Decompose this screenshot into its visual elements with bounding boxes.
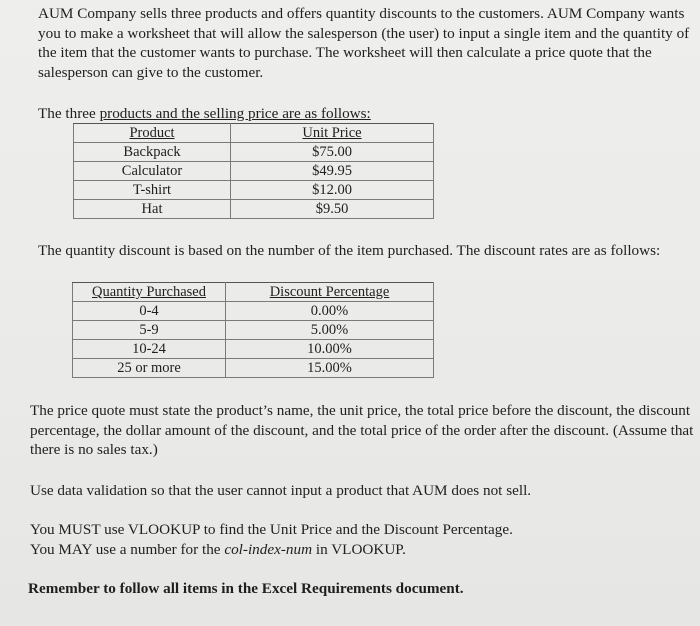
vlookup-line-2-a: You MAY use a number for the	[30, 540, 225, 558]
quantity-range-cell: 5-9	[73, 321, 226, 340]
table-header-row	[74, 124, 434, 143]
quote-requirements-paragraph: The price quote must state the product’s name, the unit price, the total price before the discount, the discount percentage, the dollar amount of the discount, and the total price of the order after the discount. (Assume that there is no sales tax.)	[30, 402, 694, 458]
table-row	[73, 359, 434, 378]
products-intro-paragraph	[38, 104, 438, 124]
col-index-num-term: col-index-num	[224, 540, 313, 558]
table-row	[73, 302, 434, 321]
discount-percentage-cell: 5.00%	[226, 321, 434, 340]
vlookup-line-2-b: in VLOOKUP.	[312, 540, 406, 558]
table-row	[73, 321, 434, 340]
header-product: Product	[74, 124, 231, 143]
table-row	[74, 200, 434, 219]
quantity-range-cell: 25 or more	[73, 359, 226, 378]
discount-percentage-cell: 10.00%	[226, 340, 434, 359]
header-quantity-purchased: Quantity Purchased	[73, 283, 226, 302]
vlookup-line-1: You MUST use VLOOKUP to find the Unit Price and the Discount Percentage.	[30, 521, 513, 538]
product-name-cell: T-shirt	[74, 181, 231, 200]
vlookup-line-2	[30, 540, 690, 560]
intro-paragraph: AUM Company sells three products and offers quantity discounts to the customers. AUM Company wants you to make a worksheet that will allow the salesperson (the user) to input a single item and the quantity of the item that the customer wants to purchase. The worksheet will then calculate a price quote that the salesperson can give to the customer.	[38, 5, 690, 81]
products-intro-text-b: products and the selling	[99, 105, 249, 122]
discount-percentage-cell: 0.00%	[226, 302, 434, 321]
table-row	[74, 162, 434, 181]
products-intro-text-a: The three	[38, 105, 100, 122]
quantity-range-cell: 0-4	[73, 302, 226, 321]
discount-intro-paragraph: The quantity discount is based on the number of the item purchased. The discount rates are as follows:	[38, 242, 661, 259]
unit-price-cell: $12.00	[231, 181, 434, 200]
quantity-range-cell: 10-24	[73, 340, 226, 359]
table-row	[73, 340, 434, 359]
header-discount-percentage: Discount Percentage	[226, 283, 434, 302]
discount-table	[72, 282, 434, 378]
table-header-row	[73, 283, 434, 302]
products-intro-text-c: price are as follows:	[248, 105, 371, 122]
discount-percentage-cell: 15.00%	[226, 359, 434, 378]
products-table	[73, 123, 434, 219]
product-name-cell: Calculator	[74, 162, 231, 181]
remember-note: Remember to follow all items in the Excel Requirements document.	[28, 580, 464, 597]
table-row	[74, 181, 434, 200]
header-unit-price: Unit Price	[231, 124, 434, 143]
product-name-cell: Hat	[74, 200, 231, 219]
unit-price-cell: $75.00	[231, 143, 434, 162]
unit-price-cell: $9.50	[231, 200, 434, 219]
validation-paragraph: Use data validation so that the user cannot input a product that AUM does not sell.	[30, 482, 532, 499]
vlookup-paragraph	[30, 520, 690, 559]
product-name-cell: Backpack	[74, 143, 231, 162]
table-row	[74, 143, 434, 162]
unit-price-cell: $49.95	[231, 162, 434, 181]
